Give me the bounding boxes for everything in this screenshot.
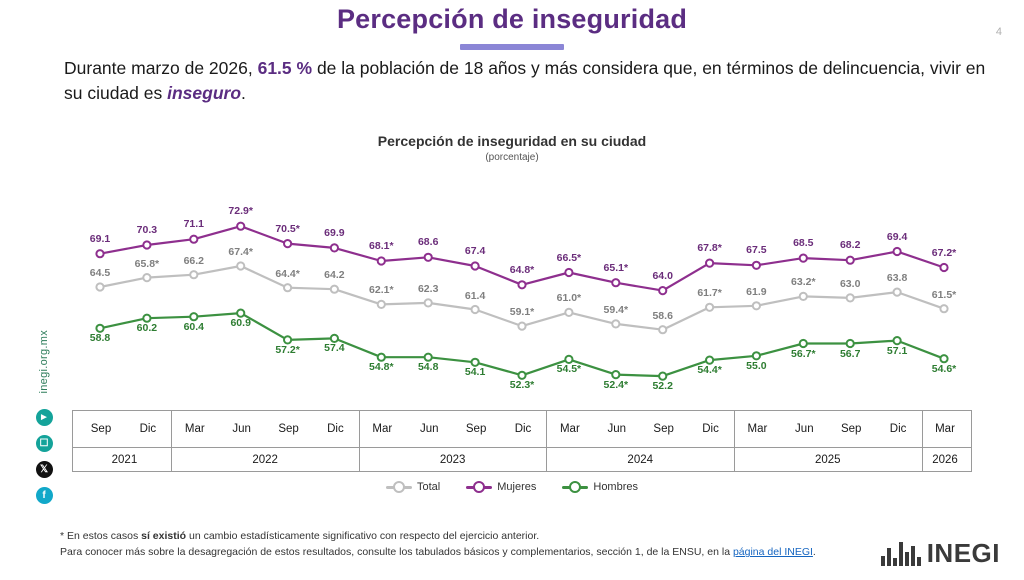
axis-month-label: Mar — [935, 423, 955, 435]
axis-month-label: Sep — [90, 423, 112, 435]
data-label: 52.4* — [603, 378, 629, 391]
line-chart-plot — [72, 175, 972, 410]
data-point — [753, 352, 760, 359]
data-label: 69.1 — [89, 232, 111, 245]
axis-year-label: 2023 — [439, 454, 466, 466]
data-label: 54.1 — [464, 366, 486, 379]
axis-month-label: Mar — [372, 423, 393, 435]
data-point — [378, 301, 385, 308]
axis-month-label: Jun — [607, 423, 627, 435]
data-point — [96, 250, 103, 257]
inegi-logo — [881, 540, 1000, 566]
chart-subtitle: (porcentaje) — [485, 152, 539, 163]
data-label: 59.1* — [509, 306, 535, 319]
legend-marker — [569, 481, 581, 493]
data-point — [378, 257, 385, 264]
data-point — [425, 299, 432, 306]
data-point — [800, 293, 807, 300]
chart-title: Percepción de inseguridad en su ciudad — [377, 133, 647, 149]
data-point — [612, 320, 619, 327]
axis-year-label: 2026 — [932, 454, 958, 466]
data-label: 62.1* — [369, 284, 394, 297]
axis-year-label: 2025 — [814, 454, 841, 466]
site-url: inegi.org.mx — [38, 330, 50, 394]
axis-month-label: Dic — [514, 423, 532, 435]
axis-separator — [359, 411, 360, 472]
data-label: 54.8* — [369, 361, 394, 374]
data-label: 52.2 — [652, 380, 673, 393]
data-label: 70.5* — [275, 222, 300, 235]
data-point — [753, 262, 760, 269]
data-label: 56.7 — [839, 347, 861, 360]
data-label: 61.0* — [556, 292, 582, 305]
data-point — [190, 236, 197, 243]
lead-emphasis: inseguro — [167, 83, 242, 104]
footnote1-pre: * En estos casos — [60, 530, 142, 542]
page-number: 4 — [995, 26, 1002, 38]
data-point — [284, 336, 291, 343]
data-label: 65.8* — [134, 257, 160, 270]
data-point — [143, 315, 150, 322]
footnote2-pre: Para conocer más sobre la desagregación de estos resultados, consulte los tabulados básicos y complementarios, sección 1, de la ENSU, en la — [60, 546, 733, 559]
data-point — [96, 283, 103, 290]
data-label: 57.1 — [886, 344, 908, 357]
data-label: 67.8* — [697, 242, 722, 255]
legend-marker — [473, 481, 485, 493]
data-point — [706, 304, 713, 311]
footnote1-post: un cambio estadísticamente significativo con respecto del ejercicio anterior. — [186, 530, 540, 542]
data-point — [659, 373, 666, 380]
inegi-logo-text: INEGI — [926, 538, 1000, 568]
data-point — [612, 371, 619, 378]
data-label: 54.5* — [556, 363, 582, 376]
legend-item-hombres[interactable] — [562, 481, 638, 493]
axis-month-label: Jun — [419, 423, 439, 435]
legend-swatch — [562, 486, 588, 489]
data-point — [472, 359, 479, 366]
data-label: 64.4* — [275, 267, 300, 280]
axis-month-label: Jun — [795, 423, 814, 435]
data-label: 54.6* — [931, 362, 957, 375]
data-point — [800, 340, 807, 347]
legend-label: Total — [417, 481, 441, 493]
data-label: 69.9 — [324, 226, 345, 239]
data-point — [425, 254, 432, 261]
data-label: 61.9 — [746, 285, 767, 298]
legend-swatch — [466, 486, 492, 489]
axis-month-label: Mar — [184, 423, 205, 435]
lead-part3: . — [241, 83, 246, 104]
axis-month-label: Dic — [702, 423, 719, 435]
footnote2-post: . — [812, 546, 816, 559]
data-label: 68.2 — [839, 239, 861, 252]
title-underline — [460, 44, 564, 50]
axis-separator — [171, 411, 172, 472]
axis-year-label: 2024 — [627, 454, 654, 466]
axis-months-row — [73, 411, 971, 448]
data-point — [753, 302, 760, 309]
data-label: 55.0 — [746, 359, 767, 372]
data-point — [472, 306, 479, 313]
data-label: 63.0 — [839, 277, 861, 290]
legend-item-total[interactable] — [386, 481, 440, 493]
data-label: 67.4 — [464, 245, 486, 257]
inegi-page-link[interactable]: página del INEGI — [732, 546, 813, 559]
data-point — [284, 284, 291, 291]
data-point — [143, 274, 150, 281]
instagram-icon[interactable]: ☐ — [36, 435, 53, 452]
legend-marker — [393, 481, 405, 493]
chart-legend — [0, 481, 1024, 493]
data-point — [378, 354, 385, 361]
axis-separator — [546, 411, 547, 472]
data-point — [237, 223, 244, 230]
data-label: 60.4 — [183, 320, 205, 333]
axis-month-label: Sep — [465, 423, 487, 435]
data-label: 69.4 — [886, 230, 908, 243]
data-label: 60.9 — [230, 317, 251, 330]
data-point — [847, 257, 854, 264]
data-label: 63.2* — [791, 276, 816, 289]
data-point — [331, 335, 338, 342]
data-point — [425, 354, 432, 361]
data-label: 61.5* — [931, 288, 957, 301]
data-point — [847, 340, 854, 347]
data-label: 56.7* — [791, 347, 816, 360]
data-label: 61.4 — [464, 289, 486, 302]
data-label: 67.5 — [746, 244, 767, 257]
data-label: 59.4* — [603, 303, 629, 316]
axis-month-label: Dic — [889, 423, 907, 435]
lead-part1: Durante marzo de 2026, — [64, 58, 258, 78]
data-point — [940, 264, 947, 271]
data-label: 58.8 — [89, 332, 111, 345]
data-point — [565, 356, 572, 363]
data-label: 64.0 — [652, 269, 673, 282]
chart-svg — [72, 175, 972, 410]
data-label: 70.3 — [136, 224, 158, 236]
axis-separator — [922, 411, 923, 472]
data-point — [96, 325, 103, 332]
axis-year-label: 2022 — [252, 454, 278, 466]
axis-month-label: Jun — [232, 423, 251, 435]
axis-month-label: Mar — [747, 423, 768, 435]
data-label: 64.8* — [509, 263, 535, 276]
data-label: 64.2 — [324, 269, 345, 282]
data-point — [284, 240, 291, 247]
data-point — [706, 260, 713, 267]
data-point — [237, 310, 244, 317]
data-point — [894, 337, 901, 344]
data-point — [518, 323, 525, 330]
data-label: 60.2 — [136, 322, 158, 335]
lead-paragraph — [64, 56, 996, 107]
axis-month-label: Sep — [840, 423, 862, 435]
data-point — [518, 372, 525, 379]
facebook-icon[interactable]: f — [36, 487, 53, 504]
lead-part2: de la población de 18 años y más considera que, en términos de delincuencia, vivir en su ciudad es — [64, 58, 986, 104]
data-point — [894, 289, 901, 296]
legend-item-mujeres[interactable] — [466, 481, 536, 493]
data-label: 65.1* — [603, 261, 629, 274]
footnote1-bold: sí existió — [141, 530, 187, 542]
data-label: 67.2* — [931, 246, 957, 259]
data-label: 54.4* — [697, 364, 722, 377]
axis-month-label: Sep — [653, 423, 674, 435]
data-label: 71.1 — [183, 218, 205, 231]
data-label: 63.8 — [886, 272, 908, 285]
data-label: 54.8 — [417, 361, 439, 374]
x-axis-table — [72, 410, 972, 472]
data-label: 64.5 — [89, 267, 111, 279]
data-point — [237, 262, 244, 269]
data-point — [190, 271, 197, 278]
data-label: 72.9* — [228, 205, 253, 218]
data-label: 62.3 — [417, 282, 439, 295]
data-label: 61.7* — [697, 287, 722, 300]
data-point — [940, 305, 947, 312]
data-label: 68.5 — [793, 237, 814, 250]
data-point — [800, 255, 807, 262]
youtube-icon[interactable]: ► — [36, 409, 53, 426]
social-rail — [30, 330, 58, 504]
data-label: 57.2* — [275, 343, 300, 356]
footnote-line-2 — [60, 544, 820, 560]
data-point — [143, 241, 150, 248]
inegi-logo-mark — [881, 540, 921, 566]
data-point — [565, 269, 572, 276]
data-point — [472, 262, 479, 269]
legend-label: Mujeres — [497, 481, 537, 493]
axis-month-label: Sep — [278, 423, 299, 435]
data-label: 68.1* — [369, 240, 394, 252]
axis-separator — [734, 411, 735, 472]
axis-month-label: Dic — [327, 423, 344, 435]
data-label: 52.3* — [509, 379, 535, 392]
x-icon[interactable]: 𝕏 — [36, 461, 53, 478]
legend-label: Hombres — [593, 481, 638, 493]
lead-highlight: 61.5 % — [257, 58, 313, 78]
data-label: 68.6 — [417, 236, 439, 249]
footnotes — [60, 528, 820, 561]
data-label: 58.6 — [652, 309, 673, 322]
page-title: Percepción de inseguridad — [336, 4, 688, 34]
axis-year-label: 2021 — [111, 454, 138, 466]
data-label: 67.4* — [228, 246, 253, 258]
legend-swatch — [386, 486, 412, 489]
data-point — [894, 248, 901, 255]
data-point — [659, 287, 666, 294]
axis-month-label: Mar — [559, 423, 580, 435]
data-label: 66.2 — [183, 254, 205, 267]
data-point — [940, 355, 947, 362]
data-point — [518, 281, 525, 288]
data-point — [659, 326, 666, 333]
data-label: 66.5* — [556, 251, 582, 264]
footnote-line-1 — [60, 528, 820, 544]
data-point — [331, 286, 338, 293]
data-point — [331, 244, 338, 251]
data-point — [190, 313, 197, 320]
axis-years-row — [73, 448, 971, 472]
data-point — [612, 279, 619, 286]
data-point — [706, 357, 713, 364]
axis-month-label: Dic — [139, 423, 157, 435]
data-point — [565, 309, 572, 316]
data-label: 57.4 — [324, 342, 345, 355]
data-point — [847, 294, 854, 301]
